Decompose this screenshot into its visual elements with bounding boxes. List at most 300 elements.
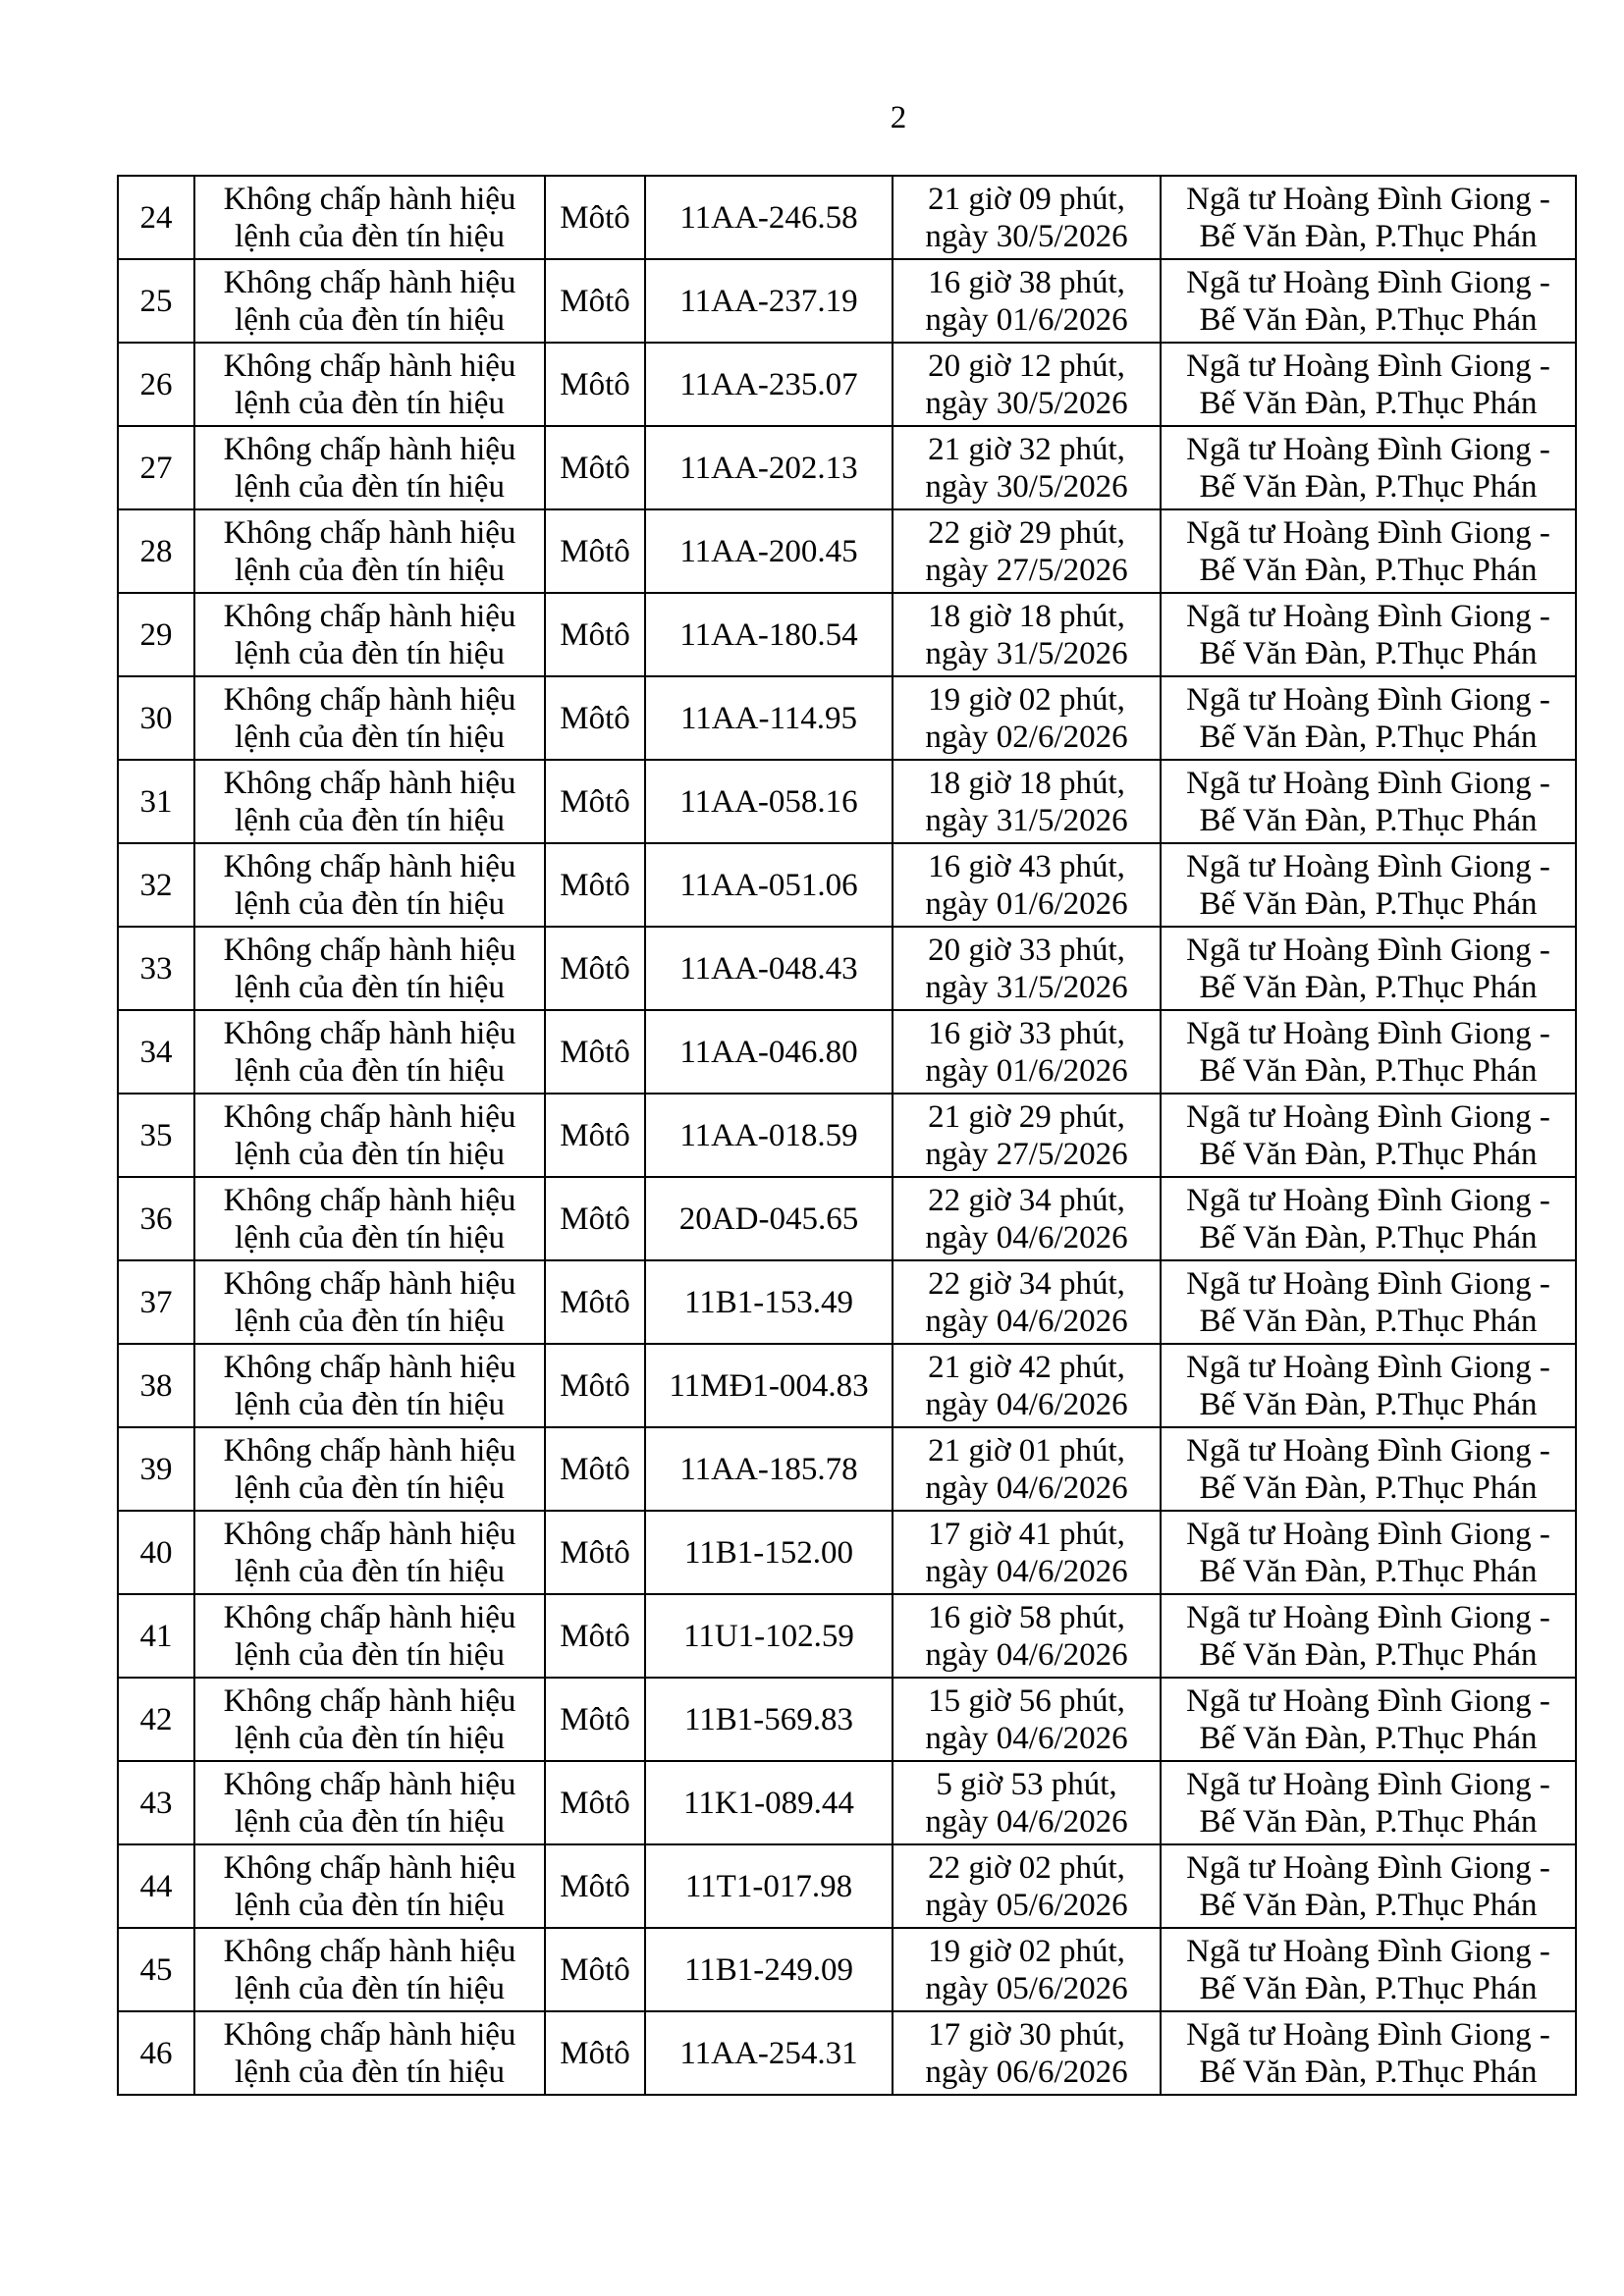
- cell-vehicle-type: Môtô: [545, 1094, 645, 1177]
- cell-violation-line-1: Không chấp hành hiệu: [223, 681, 516, 718]
- cell-location: [1161, 1928, 1576, 2011]
- cell-location-line-1: Ngã tư Hoàng Đình Giong -: [1186, 1766, 1550, 1802]
- cell-time-line-1: 22 giờ 34 phút,: [928, 1182, 1125, 1218]
- cell-location: [1161, 927, 1576, 1010]
- cell-time-line-2: ngày 04/6/2026: [925, 1636, 1128, 1673]
- cell-violation-line-2: lệnh của đèn tín hiệu: [235, 218, 505, 254]
- cell-location-line-1: Ngã tư Hoàng Đình Giong -: [1186, 932, 1550, 968]
- cell-violation-line-1: Không chấp hành hiệu: [223, 1432, 516, 1468]
- cell-violation-line-2: lệnh của đèn tín hiệu: [235, 802, 505, 838]
- cell-license-plate: 11AA-114.95: [645, 676, 893, 760]
- table-row: [118, 676, 1576, 760]
- cell-location-line-1: Ngã tư Hoàng Đình Giong -: [1186, 431, 1550, 467]
- cell-time-line-1: 21 giờ 32 phút,: [928, 431, 1125, 467]
- cell-vehicle-type: Môtô: [545, 1761, 645, 1844]
- table-row: [118, 1511, 1576, 1594]
- cell-location-line-2: Bế Văn Đàn, P.Thục Phán: [1199, 1720, 1538, 1756]
- cell-time-line-1: 22 giờ 29 phút,: [928, 514, 1125, 551]
- cell-violation: [194, 1928, 545, 2011]
- cell-location: [1161, 1594, 1576, 1678]
- cell-location-line-1: Ngã tư Hoàng Đình Giong -: [1186, 598, 1550, 634]
- cell-violation-line-1: Không chấp hành hiệu: [223, 1098, 516, 1135]
- cell-location-line-2: Bế Văn Đàn, P.Thục Phán: [1199, 468, 1538, 505]
- cell-violation-line-2: lệnh của đèn tín hiệu: [235, 1469, 505, 1506]
- cell-stt: 36: [118, 1177, 194, 1260]
- cell-time-line-2: ngày 04/6/2026: [925, 1303, 1128, 1339]
- cell-violation: [194, 1010, 545, 1094]
- cell-location-line-1: Ngã tư Hoàng Đình Giong -: [1186, 347, 1550, 384]
- cell-violation: [194, 259, 545, 343]
- cell-license-plate: 11K1-089.44: [645, 1761, 893, 1844]
- cell-license-plate: 11AA-246.58: [645, 176, 893, 259]
- cell-location: [1161, 1344, 1576, 1427]
- cell-time-line-1: 18 giờ 18 phút,: [928, 765, 1125, 801]
- table-row: [118, 176, 1576, 259]
- cell-location-line-1: Ngã tư Hoàng Đình Giong -: [1186, 1098, 1550, 1135]
- cell-stt: 35: [118, 1094, 194, 1177]
- cell-violation-line-1: Không chấp hành hiệu: [223, 1516, 516, 1552]
- cell-violation-line-1: Không chấp hành hiệu: [223, 181, 516, 217]
- cell-violation-line-1: Không chấp hành hiệu: [223, 347, 516, 384]
- table-row: [118, 1761, 1576, 1844]
- cell-time-line-2: ngày 30/5/2026: [925, 218, 1128, 254]
- cell-license-plate: 11AA-018.59: [645, 1094, 893, 1177]
- cell-violation-line-1: Không chấp hành hiệu: [223, 1182, 516, 1218]
- table-row: [118, 1678, 1576, 1761]
- cell-violation-line-2: lệnh của đèn tín hiệu: [235, 969, 505, 1005]
- cell-time: [893, 1844, 1161, 1928]
- cell-violation-line-2: lệnh của đèn tín hiệu: [235, 1636, 505, 1673]
- cell-location: [1161, 176, 1576, 259]
- cell-stt: 27: [118, 426, 194, 509]
- cell-vehicle-type: Môtô: [545, 2011, 645, 2095]
- cell-time-line-1: 21 giờ 42 phút,: [928, 1349, 1125, 1385]
- cell-location-line-2: Bế Văn Đàn, P.Thục Phán: [1199, 635, 1538, 671]
- cell-license-plate: 11AA-254.31: [645, 2011, 893, 2095]
- cell-violation-line-1: Không chấp hành hiệu: [223, 765, 516, 801]
- cell-time-line-1: 17 giờ 41 phút,: [928, 1516, 1125, 1552]
- cell-license-plate: 11AA-237.19: [645, 259, 893, 343]
- table-row: [118, 843, 1576, 927]
- cell-location: [1161, 259, 1576, 343]
- cell-location: [1161, 343, 1576, 426]
- cell-vehicle-type: Môtô: [545, 1260, 645, 1344]
- cell-time: [893, 593, 1161, 676]
- cell-time: [893, 1260, 1161, 1344]
- cell-location-line-2: Bế Văn Đàn, P.Thục Phán: [1199, 1136, 1538, 1172]
- cell-violation-line-1: Không chấp hành hiệu: [223, 1682, 516, 1719]
- cell-violation-line-1: Không chấp hành hiệu: [223, 598, 516, 634]
- cell-violation-line-2: lệnh của đèn tín hiệu: [235, 1052, 505, 1089]
- cell-violation: [194, 176, 545, 259]
- cell-vehicle-type: Môtô: [545, 593, 645, 676]
- cell-stt: 41: [118, 1594, 194, 1678]
- cell-time-line-2: ngày 04/6/2026: [925, 1803, 1128, 1840]
- cell-time-line-1: 21 giờ 01 phút,: [928, 1432, 1125, 1468]
- cell-license-plate: 11AA-180.54: [645, 593, 893, 676]
- cell-time-line-2: ngày 04/6/2026: [925, 1553, 1128, 1589]
- cell-stt: 37: [118, 1260, 194, 1344]
- violations-table: [117, 175, 1577, 2096]
- cell-license-plate: 11AA-200.45: [645, 509, 893, 593]
- cell-violation-line-1: Không chấp hành hiệu: [223, 1849, 516, 1886]
- cell-location-line-2: Bế Văn Đàn, P.Thục Phán: [1199, 719, 1538, 755]
- cell-violation: [194, 426, 545, 509]
- table-row: [118, 1010, 1576, 1094]
- cell-location-line-1: Ngã tư Hoàng Đình Giong -: [1186, 514, 1550, 551]
- cell-location-line-1: Ngã tư Hoàng Đình Giong -: [1186, 1516, 1550, 1552]
- cell-time-line-1: 16 giờ 58 phút,: [928, 1599, 1125, 1635]
- cell-vehicle-type: Môtô: [545, 343, 645, 426]
- cell-violation-line-1: Không chấp hành hiệu: [223, 932, 516, 968]
- cell-violation-line-2: lệnh của đèn tín hiệu: [235, 1803, 505, 1840]
- cell-license-plate: 11B1-152.00: [645, 1511, 893, 1594]
- cell-violation-line-1: Không chấp hành hiệu: [223, 431, 516, 467]
- cell-location-line-1: Ngã tư Hoàng Đình Giong -: [1186, 848, 1550, 884]
- table-row: [118, 760, 1576, 843]
- cell-location-line-2: Bế Văn Đàn, P.Thục Phán: [1199, 802, 1538, 838]
- cell-location-line-2: Bế Văn Đàn, P.Thục Phán: [1199, 1803, 1538, 1840]
- cell-time: [893, 1511, 1161, 1594]
- page-number: 2: [890, 100, 907, 135]
- table-row: [118, 593, 1576, 676]
- cell-license-plate: 11AA-202.13: [645, 426, 893, 509]
- cell-vehicle-type: Môtô: [545, 509, 645, 593]
- cell-time: [893, 343, 1161, 426]
- cell-location: [1161, 1010, 1576, 1094]
- cell-time-line-2: ngày 30/5/2026: [925, 385, 1128, 421]
- cell-location: [1161, 1761, 1576, 1844]
- cell-time-line-1: 16 giờ 38 phút,: [928, 264, 1125, 300]
- cell-location: [1161, 1511, 1576, 1594]
- cell-time: [893, 1678, 1161, 1761]
- table-row: [118, 509, 1576, 593]
- cell-violation: [194, 1761, 545, 1844]
- cell-time-line-1: 16 giờ 43 phút,: [928, 848, 1125, 884]
- cell-violation: [194, 843, 545, 927]
- cell-stt: 24: [118, 176, 194, 259]
- cell-time-line-1: 21 giờ 09 phút,: [928, 181, 1125, 217]
- cell-violation-line-1: Không chấp hành hiệu: [223, 1265, 516, 1302]
- cell-violation-line-1: Không chấp hành hiệu: [223, 1933, 516, 1969]
- cell-time-line-1: 18 giờ 18 phút,: [928, 598, 1125, 634]
- cell-location: [1161, 1094, 1576, 1177]
- cell-time-line-2: ngày 01/6/2026: [925, 1052, 1128, 1089]
- cell-violation: [194, 1177, 545, 1260]
- table-row: [118, 1094, 1576, 1177]
- cell-stt: 31: [118, 760, 194, 843]
- cell-location: [1161, 509, 1576, 593]
- cell-location-line-2: Bế Văn Đàn, P.Thục Phán: [1199, 1887, 1538, 1923]
- cell-license-plate: 11AA-235.07: [645, 343, 893, 426]
- cell-location: [1161, 593, 1576, 676]
- cell-time-line-1: 20 giờ 33 phút,: [928, 932, 1125, 968]
- cell-location-line-2: Bế Văn Đàn, P.Thục Phán: [1199, 885, 1538, 922]
- cell-time: [893, 1177, 1161, 1260]
- cell-violation: [194, 509, 545, 593]
- cell-location-line-2: Bế Văn Đàn, P.Thục Phán: [1199, 1052, 1538, 1089]
- cell-location-line-2: Bế Văn Đàn, P.Thục Phán: [1199, 1386, 1538, 1422]
- cell-vehicle-type: Môtô: [545, 426, 645, 509]
- cell-violation-line-2: lệnh của đèn tín hiệu: [235, 885, 505, 922]
- cell-time: [893, 176, 1161, 259]
- cell-time: [893, 426, 1161, 509]
- cell-location-line-2: Bế Văn Đàn, P.Thục Phán: [1199, 218, 1538, 254]
- cell-violation: [194, 1344, 545, 1427]
- cell-violation: [194, 1260, 545, 1344]
- cell-stt: 42: [118, 1678, 194, 1761]
- cell-vehicle-type: Môtô: [545, 259, 645, 343]
- cell-time: [893, 843, 1161, 927]
- cell-stt: 44: [118, 1844, 194, 1928]
- cell-location-line-1: Ngã tư Hoàng Đình Giong -: [1186, 1349, 1550, 1385]
- cell-violation: [194, 2011, 545, 2095]
- table-row: [118, 1844, 1576, 1928]
- cell-location-line-2: Bế Văn Đàn, P.Thục Phán: [1199, 1469, 1538, 1506]
- cell-location-line-1: Ngã tư Hoàng Đình Giong -: [1186, 1849, 1550, 1886]
- cell-violation-line-2: lệnh của đèn tín hiệu: [235, 1219, 505, 1255]
- cell-time: [893, 1010, 1161, 1094]
- table-row: [118, 343, 1576, 426]
- cell-license-plate: 20AD-045.65: [645, 1177, 893, 1260]
- cell-stt: 40: [118, 1511, 194, 1594]
- cell-violation: [194, 1594, 545, 1678]
- cell-vehicle-type: Môtô: [545, 1344, 645, 1427]
- cell-violation-line-2: lệnh của đèn tín hiệu: [235, 1720, 505, 1756]
- cell-violation: [194, 1844, 545, 1928]
- cell-stt: 26: [118, 343, 194, 426]
- cell-violation-line-1: Không chấp hành hiệu: [223, 1015, 516, 1051]
- cell-violation-line-2: lệnh của đèn tín hiệu: [235, 1136, 505, 1172]
- cell-vehicle-type: Môtô: [545, 1427, 645, 1511]
- cell-location-line-2: Bế Văn Đàn, P.Thục Phán: [1199, 1219, 1538, 1255]
- cell-stt: 43: [118, 1761, 194, 1844]
- cell-license-plate: 11B1-569.83: [645, 1678, 893, 1761]
- cell-license-plate: 11MĐ1-004.83: [645, 1344, 893, 1427]
- table-row: [118, 1344, 1576, 1427]
- cell-time: [893, 676, 1161, 760]
- cell-time: [893, 1094, 1161, 1177]
- cell-violation-line-2: lệnh của đèn tín hiệu: [235, 468, 505, 505]
- cell-time-line-2: ngày 01/6/2026: [925, 301, 1128, 338]
- cell-violation-line-2: lệnh của đèn tín hiệu: [235, 1386, 505, 1422]
- cell-location-line-2: Bế Văn Đàn, P.Thục Phán: [1199, 301, 1538, 338]
- cell-vehicle-type: Môtô: [545, 676, 645, 760]
- cell-location-line-2: Bế Văn Đàn, P.Thục Phán: [1199, 385, 1538, 421]
- cell-vehicle-type: Môtô: [545, 1010, 645, 1094]
- table-row: [118, 2011, 1576, 2095]
- cell-location-line-2: Bế Văn Đàn, P.Thục Phán: [1199, 1636, 1538, 1673]
- cell-violation: [194, 343, 545, 426]
- cell-violation: [194, 1427, 545, 1511]
- cell-time-line-2: ngày 06/6/2026: [925, 2054, 1128, 2090]
- cell-location-line-2: Bế Văn Đàn, P.Thục Phán: [1199, 1970, 1538, 2006]
- cell-time-line-1: 5 giờ 53 phút,: [936, 1766, 1117, 1802]
- cell-violation-line-1: Không chấp hành hiệu: [223, 514, 516, 551]
- cell-license-plate: 11AA-048.43: [645, 927, 893, 1010]
- cell-violation: [194, 1678, 545, 1761]
- cell-time-line-2: ngày 31/5/2026: [925, 635, 1128, 671]
- cell-vehicle-type: Môtô: [545, 1928, 645, 2011]
- cell-location-line-2: Bế Văn Đàn, P.Thục Phán: [1199, 2054, 1538, 2090]
- cell-location-line-2: Bế Văn Đàn, P.Thục Phán: [1199, 969, 1538, 1005]
- cell-time-line-1: 21 giờ 29 phút,: [928, 1098, 1125, 1135]
- cell-time-line-1: 22 giờ 02 phút,: [928, 1849, 1125, 1886]
- cell-location: [1161, 1427, 1576, 1511]
- table-row: [118, 1594, 1576, 1678]
- cell-stt: 46: [118, 2011, 194, 2095]
- cell-location-line-2: Bế Văn Đàn, P.Thục Phán: [1199, 1303, 1538, 1339]
- cell-violation-line-2: lệnh của đèn tín hiệu: [235, 635, 505, 671]
- cell-violation-line-2: lệnh của đèn tín hiệu: [235, 1303, 505, 1339]
- cell-violation-line-1: Không chấp hành hiệu: [223, 1349, 516, 1385]
- cell-location: [1161, 1260, 1576, 1344]
- cell-stt: 25: [118, 259, 194, 343]
- table-row: [118, 1260, 1576, 1344]
- cell-time-line-2: ngày 02/6/2026: [925, 719, 1128, 755]
- cell-violation-line-1: Không chấp hành hiệu: [223, 2016, 516, 2053]
- table-body: [118, 176, 1576, 2095]
- cell-location: [1161, 843, 1576, 927]
- cell-license-plate: 11AA-058.16: [645, 760, 893, 843]
- cell-violation: [194, 593, 545, 676]
- cell-violation-line-2: lệnh của đèn tín hiệu: [235, 385, 505, 421]
- cell-violation: [194, 927, 545, 1010]
- cell-location: [1161, 2011, 1576, 2095]
- cell-location: [1161, 760, 1576, 843]
- cell-time: [893, 927, 1161, 1010]
- cell-license-plate: 11B1-249.09: [645, 1928, 893, 2011]
- cell-time-line-1: 17 giờ 30 phút,: [928, 2016, 1125, 2053]
- cell-license-plate: 11B1-153.49: [645, 1260, 893, 1344]
- cell-time-line-1: 16 giờ 33 phút,: [928, 1015, 1125, 1051]
- cell-location: [1161, 1678, 1576, 1761]
- cell-time-line-2: ngày 31/5/2026: [925, 969, 1128, 1005]
- cell-location: [1161, 676, 1576, 760]
- cell-time-line-1: 19 giờ 02 phút,: [928, 1933, 1125, 1969]
- cell-stt: 29: [118, 593, 194, 676]
- cell-time-line-2: ngày 01/6/2026: [925, 885, 1128, 922]
- cell-vehicle-type: Môtô: [545, 1177, 645, 1260]
- cell-violation-line-2: lệnh của đèn tín hiệu: [235, 301, 505, 338]
- cell-time-line-2: ngày 04/6/2026: [925, 1386, 1128, 1422]
- table-row: [118, 426, 1576, 509]
- cell-vehicle-type: Môtô: [545, 1511, 645, 1594]
- cell-stt: 32: [118, 843, 194, 927]
- cell-vehicle-type: Môtô: [545, 760, 645, 843]
- table-row: [118, 259, 1576, 343]
- cell-location: [1161, 1844, 1576, 1928]
- cell-time-line-2: ngày 05/6/2026: [925, 1887, 1128, 1923]
- cell-time-line-2: ngày 04/6/2026: [925, 1219, 1128, 1255]
- cell-vehicle-type: Môtô: [545, 1594, 645, 1678]
- cell-vehicle-type: Môtô: [545, 843, 645, 927]
- cell-violation-line-1: Không chấp hành hiệu: [223, 1766, 516, 1802]
- cell-stt: 45: [118, 1928, 194, 2011]
- cell-stt: 34: [118, 1010, 194, 1094]
- cell-violation-line-1: Không chấp hành hiệu: [223, 264, 516, 300]
- cell-time: [893, 2011, 1161, 2095]
- cell-time-line-1: 19 giờ 02 phút,: [928, 681, 1125, 718]
- cell-vehicle-type: Môtô: [545, 927, 645, 1010]
- cell-time-line-2: ngày 04/6/2026: [925, 1720, 1128, 1756]
- cell-time: [893, 1594, 1161, 1678]
- cell-location-line-1: Ngã tư Hoàng Đình Giong -: [1186, 765, 1550, 801]
- cell-location-line-1: Ngã tư Hoàng Đình Giong -: [1186, 1015, 1550, 1051]
- cell-violation-line-2: lệnh của đèn tín hiệu: [235, 1553, 505, 1589]
- cell-license-plate: 11U1-102.59: [645, 1594, 893, 1678]
- cell-time: [893, 1928, 1161, 2011]
- cell-vehicle-type: Môtô: [545, 176, 645, 259]
- cell-location-line-1: Ngã tư Hoàng Đình Giong -: [1186, 181, 1550, 217]
- cell-time-line-1: 15 giờ 56 phút,: [928, 1682, 1125, 1719]
- cell-time: [893, 1427, 1161, 1511]
- cell-vehicle-type: Môtô: [545, 1844, 645, 1928]
- cell-time-line-2: ngày 27/5/2026: [925, 552, 1128, 588]
- cell-license-plate: 11AA-051.06: [645, 843, 893, 927]
- cell-stt: 33: [118, 927, 194, 1010]
- cell-location-line-1: Ngã tư Hoàng Đình Giong -: [1186, 1432, 1550, 1468]
- cell-violation: [194, 1094, 545, 1177]
- cell-stt: 39: [118, 1427, 194, 1511]
- cell-location-line-1: Ngã tư Hoàng Đình Giong -: [1186, 264, 1550, 300]
- cell-stt: 28: [118, 509, 194, 593]
- cell-time: [893, 259, 1161, 343]
- cell-license-plate: 11AA-185.78: [645, 1427, 893, 1511]
- cell-location: [1161, 1177, 1576, 1260]
- cell-time-line-2: ngày 04/6/2026: [925, 1469, 1128, 1506]
- cell-time-line-2: ngày 30/5/2026: [925, 468, 1128, 505]
- cell-time: [893, 1344, 1161, 1427]
- cell-location-line-1: Ngã tư Hoàng Đình Giong -: [1186, 2016, 1550, 2053]
- cell-location-line-2: Bế Văn Đàn, P.Thục Phán: [1199, 552, 1538, 588]
- cell-time: [893, 509, 1161, 593]
- cell-location-line-1: Ngã tư Hoàng Đình Giong -: [1186, 1933, 1550, 1969]
- cell-violation-line-1: Không chấp hành hiệu: [223, 848, 516, 884]
- cell-time: [893, 1761, 1161, 1844]
- cell-time-line-2: ngày 31/5/2026: [925, 802, 1128, 838]
- cell-location: [1161, 426, 1576, 509]
- cell-location-line-1: Ngã tư Hoàng Đình Giong -: [1186, 681, 1550, 718]
- cell-violation: [194, 676, 545, 760]
- cell-location-line-1: Ngã tư Hoàng Đình Giong -: [1186, 1682, 1550, 1719]
- cell-violation-line-2: lệnh của đèn tín hiệu: [235, 1970, 505, 2006]
- cell-stt: 30: [118, 676, 194, 760]
- cell-location-line-1: Ngã tư Hoàng Đình Giong -: [1186, 1599, 1550, 1635]
- cell-time-line-2: ngày 27/5/2026: [925, 1136, 1128, 1172]
- cell-violation-line-2: lệnh của đèn tín hiệu: [235, 719, 505, 755]
- table-row: [118, 1928, 1576, 2011]
- cell-time-line-1: 20 giờ 12 phút,: [928, 347, 1125, 384]
- table-row: [118, 1177, 1576, 1260]
- cell-time-line-1: 22 giờ 34 phút,: [928, 1265, 1125, 1302]
- cell-time: [893, 760, 1161, 843]
- table-row: [118, 927, 1576, 1010]
- cell-violation: [194, 760, 545, 843]
- cell-location-line-1: Ngã tư Hoàng Đình Giong -: [1186, 1182, 1550, 1218]
- cell-time-line-2: ngày 05/6/2026: [925, 1970, 1128, 2006]
- cell-location-line-2: Bế Văn Đàn, P.Thục Phán: [1199, 1553, 1538, 1589]
- cell-violation: [194, 1511, 545, 1594]
- cell-stt: 38: [118, 1344, 194, 1427]
- cell-vehicle-type: Môtô: [545, 1678, 645, 1761]
- cell-location-line-1: Ngã tư Hoàng Đình Giong -: [1186, 1265, 1550, 1302]
- cell-license-plate: 11T1-017.98: [645, 1844, 893, 1928]
- cell-license-plate: 11AA-046.80: [645, 1010, 893, 1094]
- cell-violation-line-2: lệnh của đèn tín hiệu: [235, 552, 505, 588]
- cell-violation-line-2: lệnh của đèn tín hiệu: [235, 1887, 505, 1923]
- cell-violation-line-2: lệnh của đèn tín hiệu: [235, 2054, 505, 2090]
